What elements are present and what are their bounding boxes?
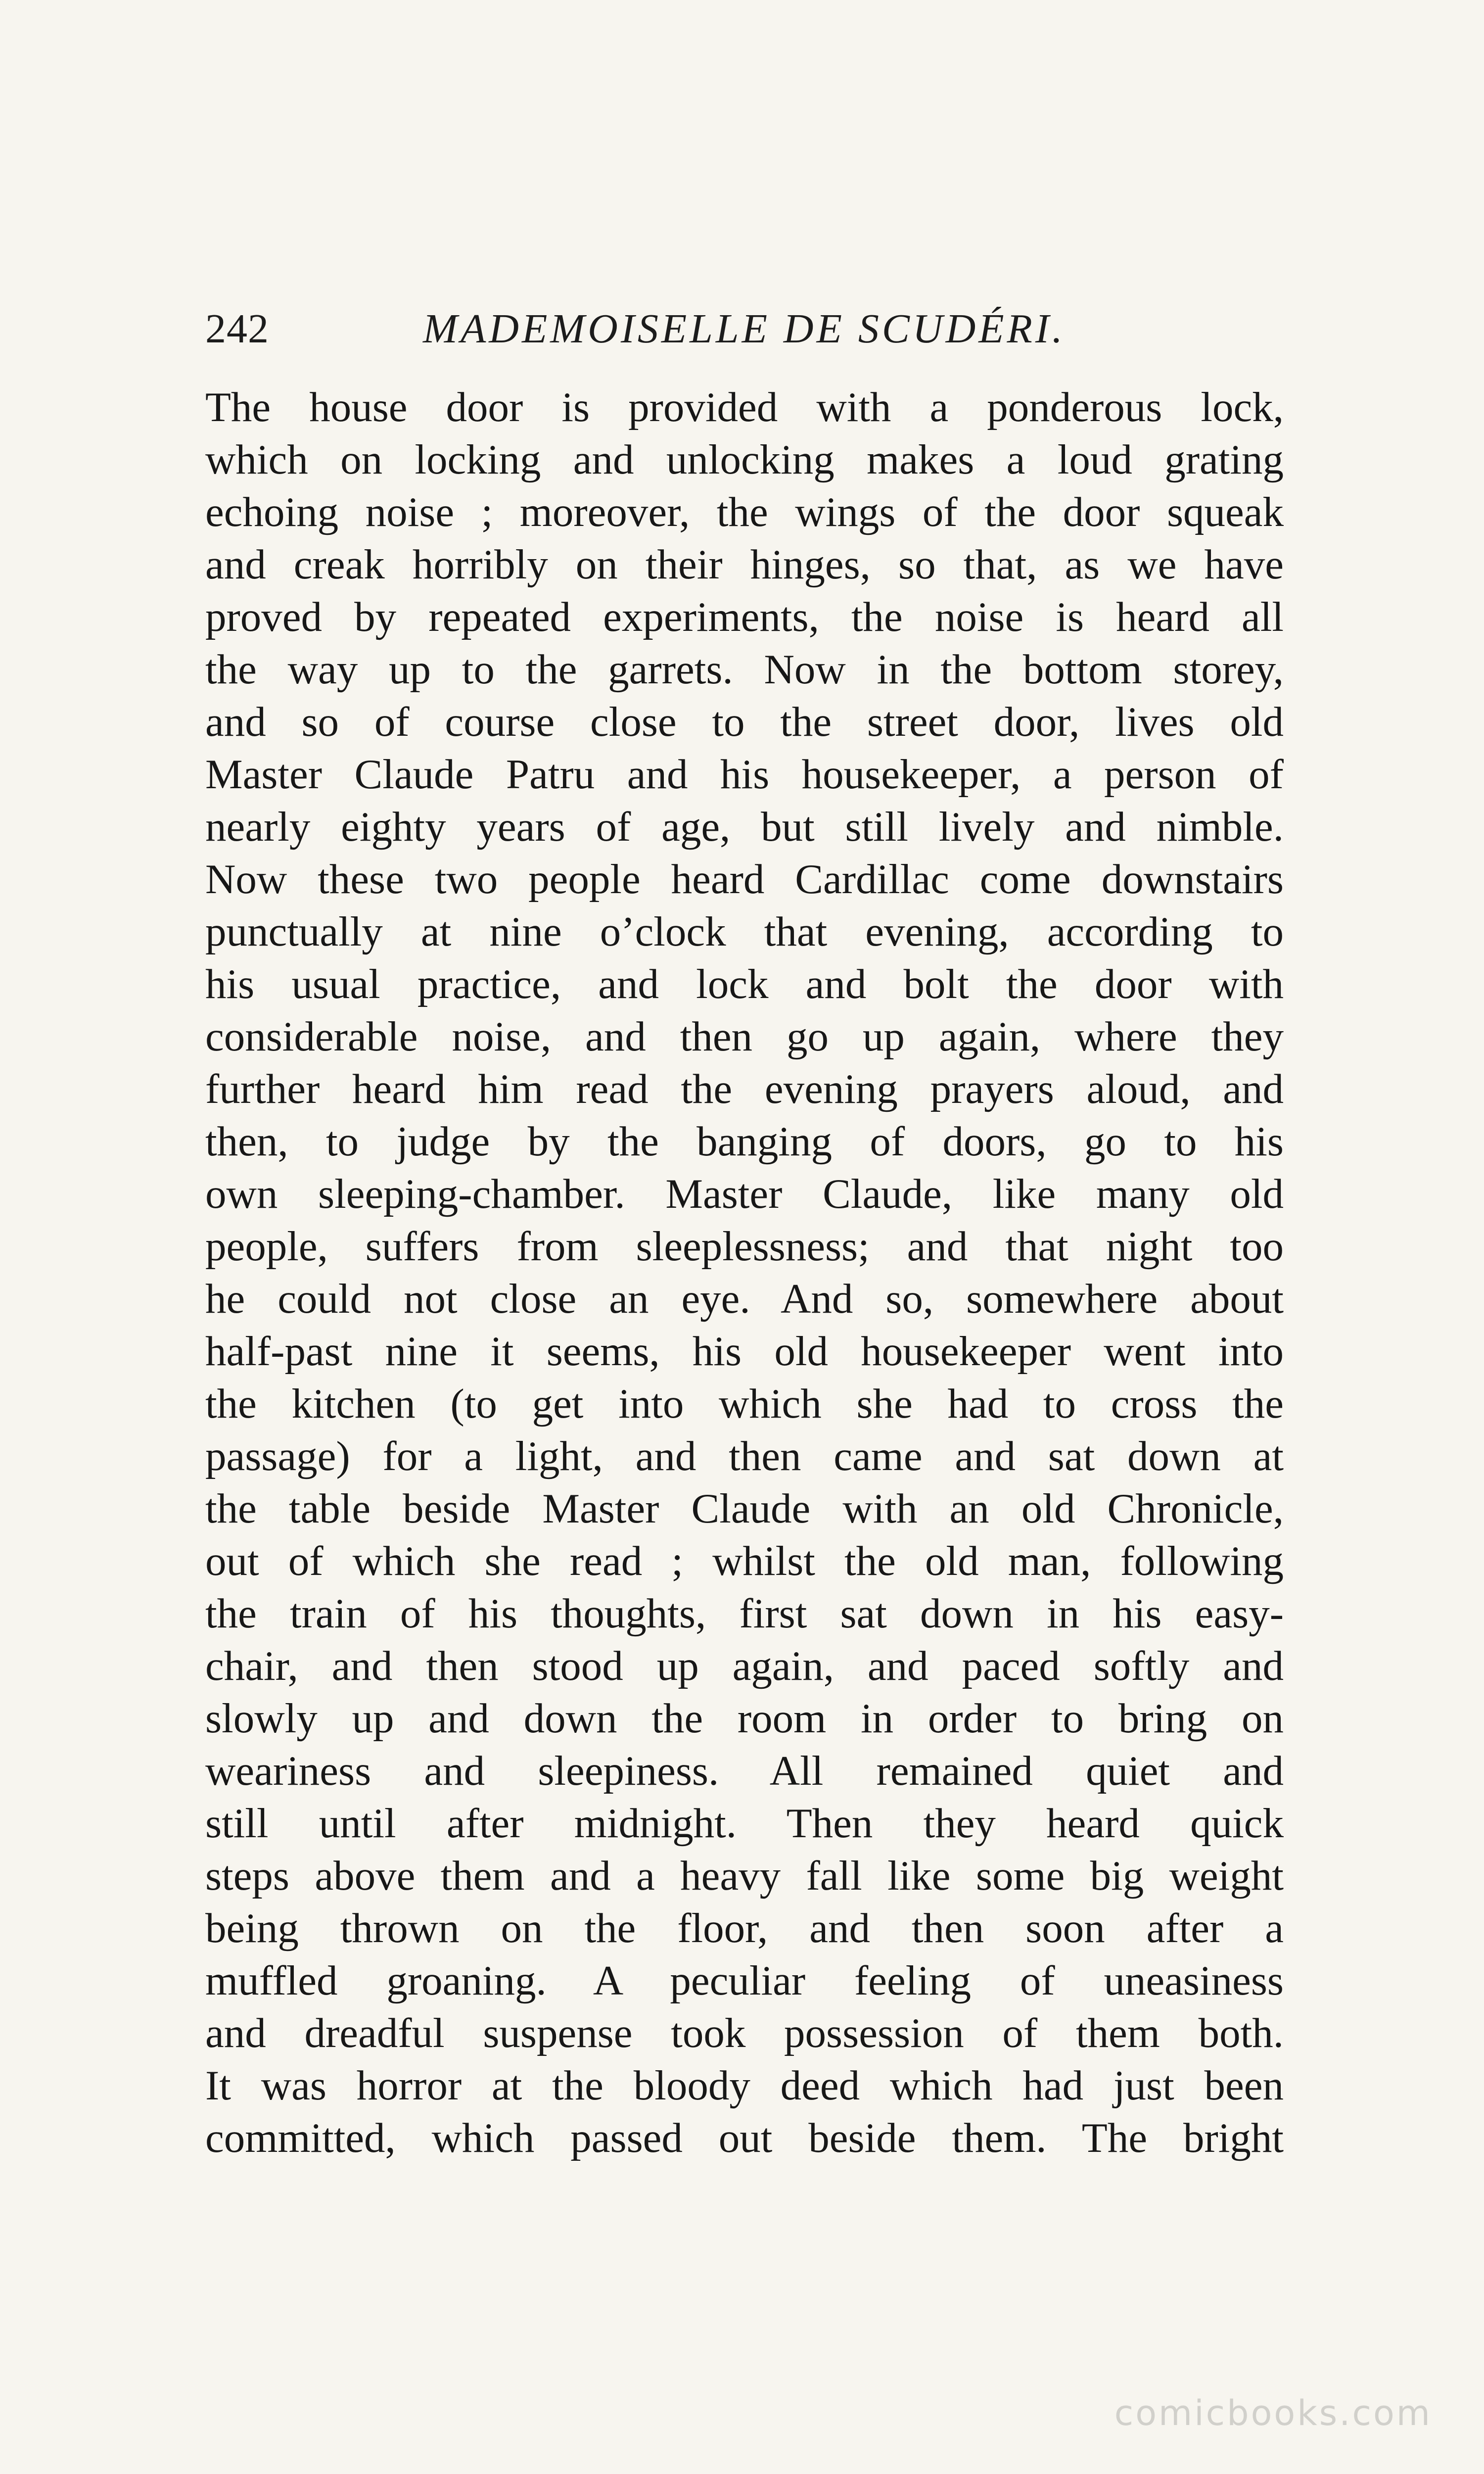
text-line: further heard him read the evening prayers aloud, and xyxy=(205,1066,1284,1112)
page-number: 242 xyxy=(205,306,269,352)
text-line: his usual practice, and lock and bolt the door with xyxy=(205,961,1284,1007)
page-text xyxy=(205,381,1284,2164)
text-line: The house door is provided with a ponderous lock, xyxy=(205,384,1284,430)
text-line: then, to judge by the banging of doors, go to his xyxy=(205,1118,1284,1165)
text-line: the way up to the garrets. Now in the bottom storey, xyxy=(205,646,1284,693)
text-line: passage) for a light, and then came and sat down at xyxy=(205,1433,1284,1479)
text-line: half-past nine it seems, his old housekeeper went into xyxy=(205,1328,1284,1375)
text-line: being thrown on the floor, and then soon after a xyxy=(205,1905,1284,1951)
text-line: nearly eighty years of age, but still lively and nimble. xyxy=(205,804,1284,850)
text-line: steps above them and a heavy fall like some big weight xyxy=(205,1853,1284,1899)
text-line: the table beside Master Claude with an old Chronicle, xyxy=(205,1485,1284,1532)
text-line: he could not close an eye. And so, somewhere about xyxy=(205,1276,1284,1322)
text-line: and creak horribly on their hinges, so that, as we have xyxy=(205,541,1284,588)
text-line: the kitchen (to get into which she had to cross the xyxy=(205,1380,1284,1427)
text-line: people, suffers from sleeplessness; and that night too xyxy=(205,1223,1284,1270)
text-line: which on locking and unlocking makes a loud grating xyxy=(205,436,1284,483)
text-line: still until after midnight. Then they heard quick xyxy=(205,1800,1284,1847)
text-line: proved by repeated experiments, the noise is heard all xyxy=(205,594,1284,640)
text-line: the train of his thoughts, first sat down in his easy- xyxy=(205,1590,1284,1637)
text-line: out of which she read ; whilst the old man, following xyxy=(205,1538,1284,1584)
running-header xyxy=(205,299,1284,359)
text-line: Master Claude Patru and his housekeeper, a person of xyxy=(205,751,1284,798)
text-line: muffled groaning. A peculiar feeling of uneasiness xyxy=(205,1957,1284,2004)
text-line: slowly up and down the room in order to bring on xyxy=(205,1695,1284,1742)
text-line: echoing noise ; moreover, the wings of the door squeak xyxy=(205,489,1284,535)
text-line: weariness and sleepiness. All remained quiet and xyxy=(205,1748,1284,1794)
running-title: MADEMOISELLE DE SCUDÉRI. xyxy=(423,306,1066,352)
text-line: and dreadful suspense took possession of them both. xyxy=(205,2010,1284,2056)
text-line: and so of course close to the street door, lives old xyxy=(205,699,1284,745)
text-line: chair, and then stood up again, and paced softly and xyxy=(205,1643,1284,1689)
text-line: It was horror at the bloody deed which had just been xyxy=(205,2062,1284,2109)
text-line: punctually at nine o’clock that evening, according to xyxy=(205,908,1284,955)
site-watermark: comicbooks.com xyxy=(1114,2393,1432,2433)
text-line: Now these two people heard Cardillac come downstairs xyxy=(205,856,1284,903)
text-line: own sleeping-chamber. Master Claude, like many old xyxy=(205,1171,1284,1217)
text-line: committed, which passed out beside them. The bright xyxy=(205,2115,1284,2161)
text-line: considerable noise, and then go up again, where they xyxy=(205,1013,1284,1060)
